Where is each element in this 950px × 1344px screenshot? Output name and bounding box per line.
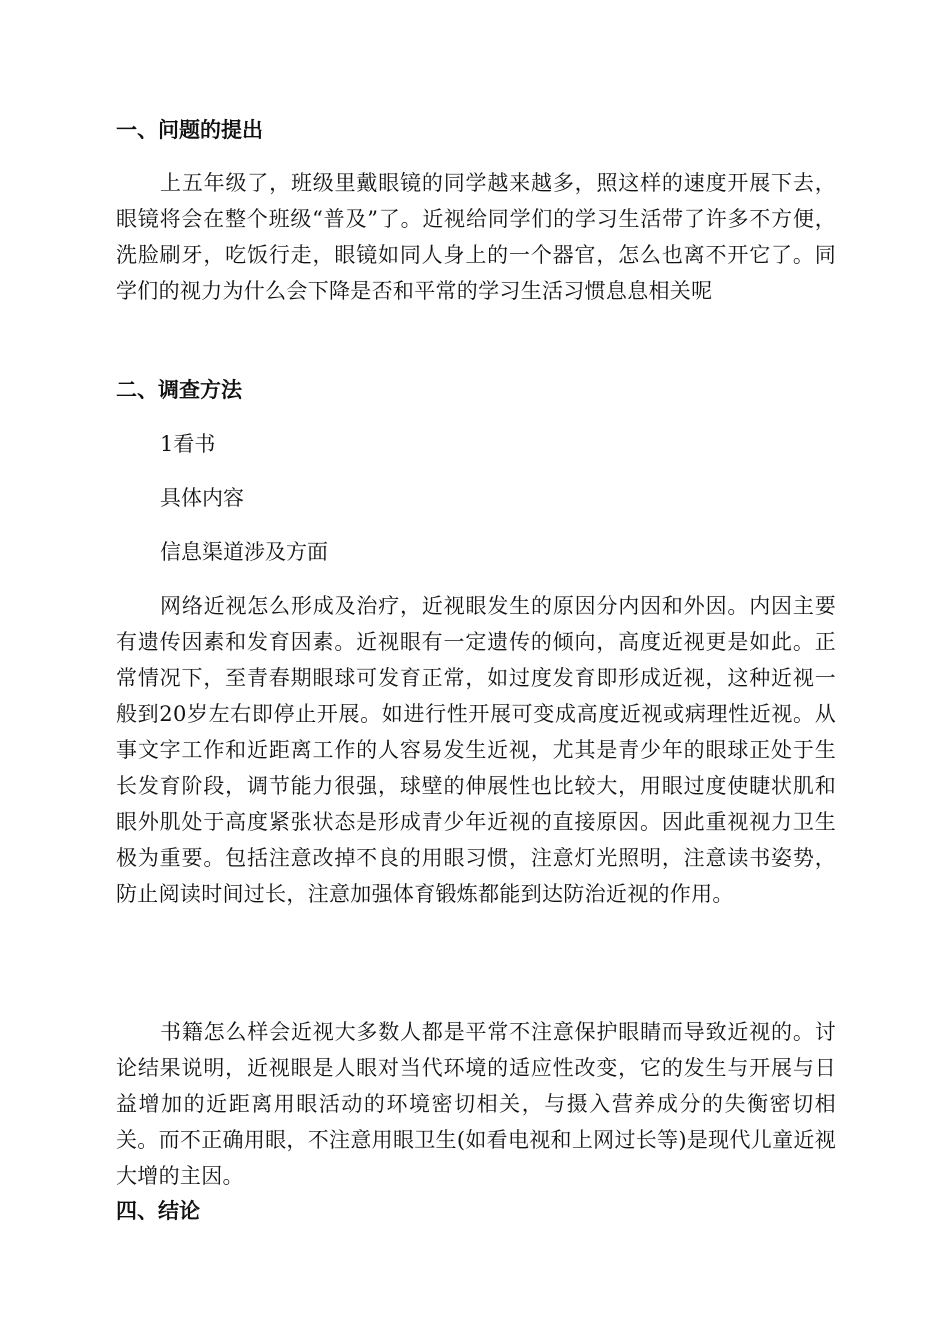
method-item-channels: 信息渠道涉及方面 [160, 540, 328, 564]
section-heading-conclusion: 四、结论 [116, 1199, 200, 1223]
section-heading-problem: 一、问题的提出 [116, 118, 263, 142]
section-heading-method: 二、调查方法 [116, 378, 242, 402]
method-item-read-books: 1看书 [160, 432, 216, 456]
paragraph-books-myopia: 书籍怎么样会近视大多数人都是平常不注意保护眼睛而导致近视的。讨论结果说明，近视眼是人眼对当代环境的适应性改变，它的发生与开展与日益增加的近距离用眼活动的环境密切相关，与摄入营养成分的失衡密切相关。而不正确用眼，不注意用眼卫生(如看电视和上网过长等)是现代儿童近视大增的主因。 [116, 1020, 836, 1188]
paragraph-problem: 上五年级了，班级里戴眼镜的同学越来越多，照这样的速度开展下去，眼镜将会在整个班级“普及”了。近视给同学们的学习生活带了许多不方便，洗脸刷牙，吃饭行走，眼镜如同人身上的一个器官，怎么也离不开它了。同学们的视力为什么会下降是否和平常的学习生活习惯息息相关呢 [116, 171, 836, 303]
paragraph-internet-myopia: 网络近视怎么形成及治疗，近视眼发生的原因分内因和外因。内因主要有遗传因素和发育因素。近视眼有一定遗传的倾向，高度近视更是如此。正常情况下，至青春期眼球可发育正常，如过度发育即形成近视，这种近视一般到20岁左右即停止开展。如进行性开展可变成高度近视或病理性近视。从事文字工作和近距离工作的人容易发生近视，尤其是青少年的眼球正处于生长发育阶段，调节能力很强，球壁的伸展性也比较大，用眼过度使睫状肌和眼外肌处于高度紧张状态是形成青少年近视的直接原因。因此重视视力卫生极为重要。包括注意改掉不良的用眼习惯，注意灯光照明，注意读书姿势，防止阅读时间过长，注意加强体育锻炼都能到达防治近视的作用。 [116, 594, 836, 906]
method-item-content: 具体内容 [160, 486, 244, 510]
